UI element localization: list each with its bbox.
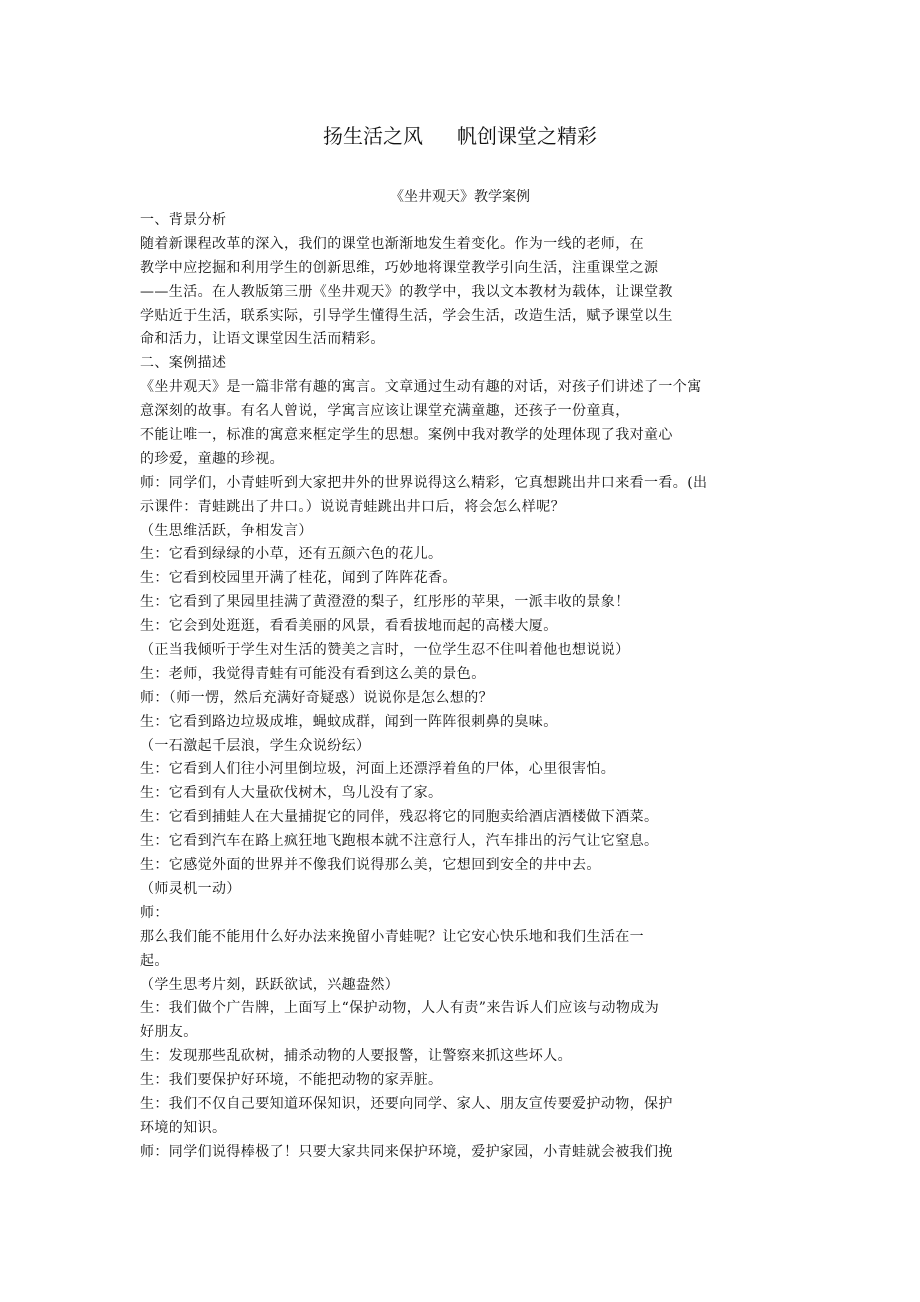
text-line: 随着新课程改革的深入，我们的课堂也渐渐地发生着变化。作为一线的老师，在	[140, 235, 644, 252]
text-line: 教学中应挖掘和利用学生的创新思维，巧妙地将课堂教学引向生活，注重课堂之源	[140, 259, 659, 276]
title-part-1: 扬生活之风	[323, 124, 423, 148]
text-line: 生：它看到路边垃圾成堆，蝇蚊成群，闻到一阵阵很刺鼻的臭味。	[140, 713, 558, 730]
text-line: 环境的知识。	[140, 1119, 227, 1136]
text-line: 生：它感觉外面的世界并不像我们说得那么美，它想回到安全的井中去。	[140, 857, 601, 874]
text-line: 意深刻的故事。有名人曾说，学寓言应该让课堂充满童趣，还孩子一份童真，	[140, 403, 630, 420]
text-line: ——生活。在人教版第三册《坐井观天》的教学中，我以文本教材为载体，让课堂教	[140, 283, 673, 300]
text-line: 生：它看到汽车在路上疯狂地飞跑根本就不注意行人，汽车排出的污气让它窒息。	[140, 833, 659, 850]
text-line: 二、案例描述	[140, 355, 227, 372]
text-line: 生：它看到捕蛙人在大量捕捉它的同伴，残忍将它的同胞卖给酒店酒楼做下酒菜。	[140, 809, 659, 826]
text-line: 师：同学们，小青蛙听到大家把井外的世界说得这么精彩，它真想跳出井口来看一看。(出	[140, 474, 708, 491]
text-line: 学贴近于生活，联系实际，引导学生懂得生活，学会生活，改造生活，赋予课堂以生	[140, 307, 673, 324]
text-line: 不能让唯一，标准的寓意来框定学生的思想。案例中我对教学的处理体现了我对童心	[140, 427, 673, 444]
text-line: （学生思考片刻，跃跃欲试，兴趣盎然）	[140, 976, 400, 993]
text-line: 师：（师一愣，然后充满好奇疑惑）说说你是怎么想的？	[140, 689, 493, 706]
text-line: （生思维活跃，争相发言）	[140, 522, 313, 539]
text-line: 生：我们不仅自己要知道环保知识，还要向同学、家人、朋友宣传要爱护动物，保护	[140, 1095, 673, 1112]
text-line: 生：它会到处逛逛，看看美丽的风景，看看拔地而起的高楼大厦。	[140, 618, 558, 635]
text-line: 师：	[140, 904, 169, 921]
page-subtitle: 《坐井观天》教学案例	[390, 189, 530, 205]
document-body	[140, 209, 790, 1165]
text-line: 好朋友。	[140, 1024, 198, 1041]
text-line: 一、背景分析	[140, 212, 227, 228]
text-line: 生：老师，我觉得青蛙有可能没有看到这么美的景色。	[140, 665, 486, 682]
text-line: 生：它看到绿绿的小草，还有五颜六色的花儿。	[140, 546, 443, 563]
text-line: 示课件：青蛙跳出了井口。）说说青蛙跳出井口后，将会怎么样呢？	[140, 498, 565, 515]
page-title	[0, 122, 920, 150]
text-line: 那么我们能不能用什么好办法来挽留小青蛙呢？让它安心快乐地和我们生活在一	[140, 928, 644, 945]
title-part-2: 帆创课堂之精彩	[457, 124, 597, 148]
text-line: 生：它看到了果园里挂满了黄澄澄的梨子，红彤彤的苹果，一派丰收的景象！	[140, 594, 630, 611]
text-line: 生：我们做个广告牌，上面写上“保护动物，人人有责”来告诉人们应该与动物成为	[140, 1000, 660, 1017]
text-line: 生：它看到校园里开满了桂花，闻到了阵阵花香。	[140, 570, 457, 587]
text-line: 的珍爱，童趣的珍视。	[140, 450, 284, 467]
text-line: 《坐井观天》是一篇非常有趣的寓言。文章通过生动有趣的对话，对孩子们讲述了一个寓	[140, 379, 702, 396]
text-line: 命和活力，让语文课堂因生活而精彩。	[140, 331, 385, 348]
text-line: 生：它看到人们往小河里倒垃圾，河面上还漂浮着鱼的尸体，心里很害怕。	[140, 761, 616, 778]
text-line: 起。	[140, 952, 169, 969]
text-line: 生：发现那些乱砍树，捕杀动物的人要报警，让警察来抓这些坏人。	[140, 1048, 572, 1065]
text-line: 师：同学们说得棒极了！只要大家共同来保护环境，爱护家园，小青蛙就会被我们挽	[140, 1143, 673, 1160]
text-line: （师灵机一动）	[140, 880, 241, 897]
text-line: 生：它看到有人大量砍伐树木，鸟儿没有了家。	[140, 785, 443, 802]
text-line: （正当我倾听于学生对生活的赞美之言时，一位学生忍不住叫着他也想说说）	[140, 642, 630, 659]
text-line: （一石激起千层浪，学生众说纷纭）	[140, 737, 371, 754]
text-line: 生：我们要保护好环境，不能把动物的家弄脏。	[140, 1072, 443, 1089]
